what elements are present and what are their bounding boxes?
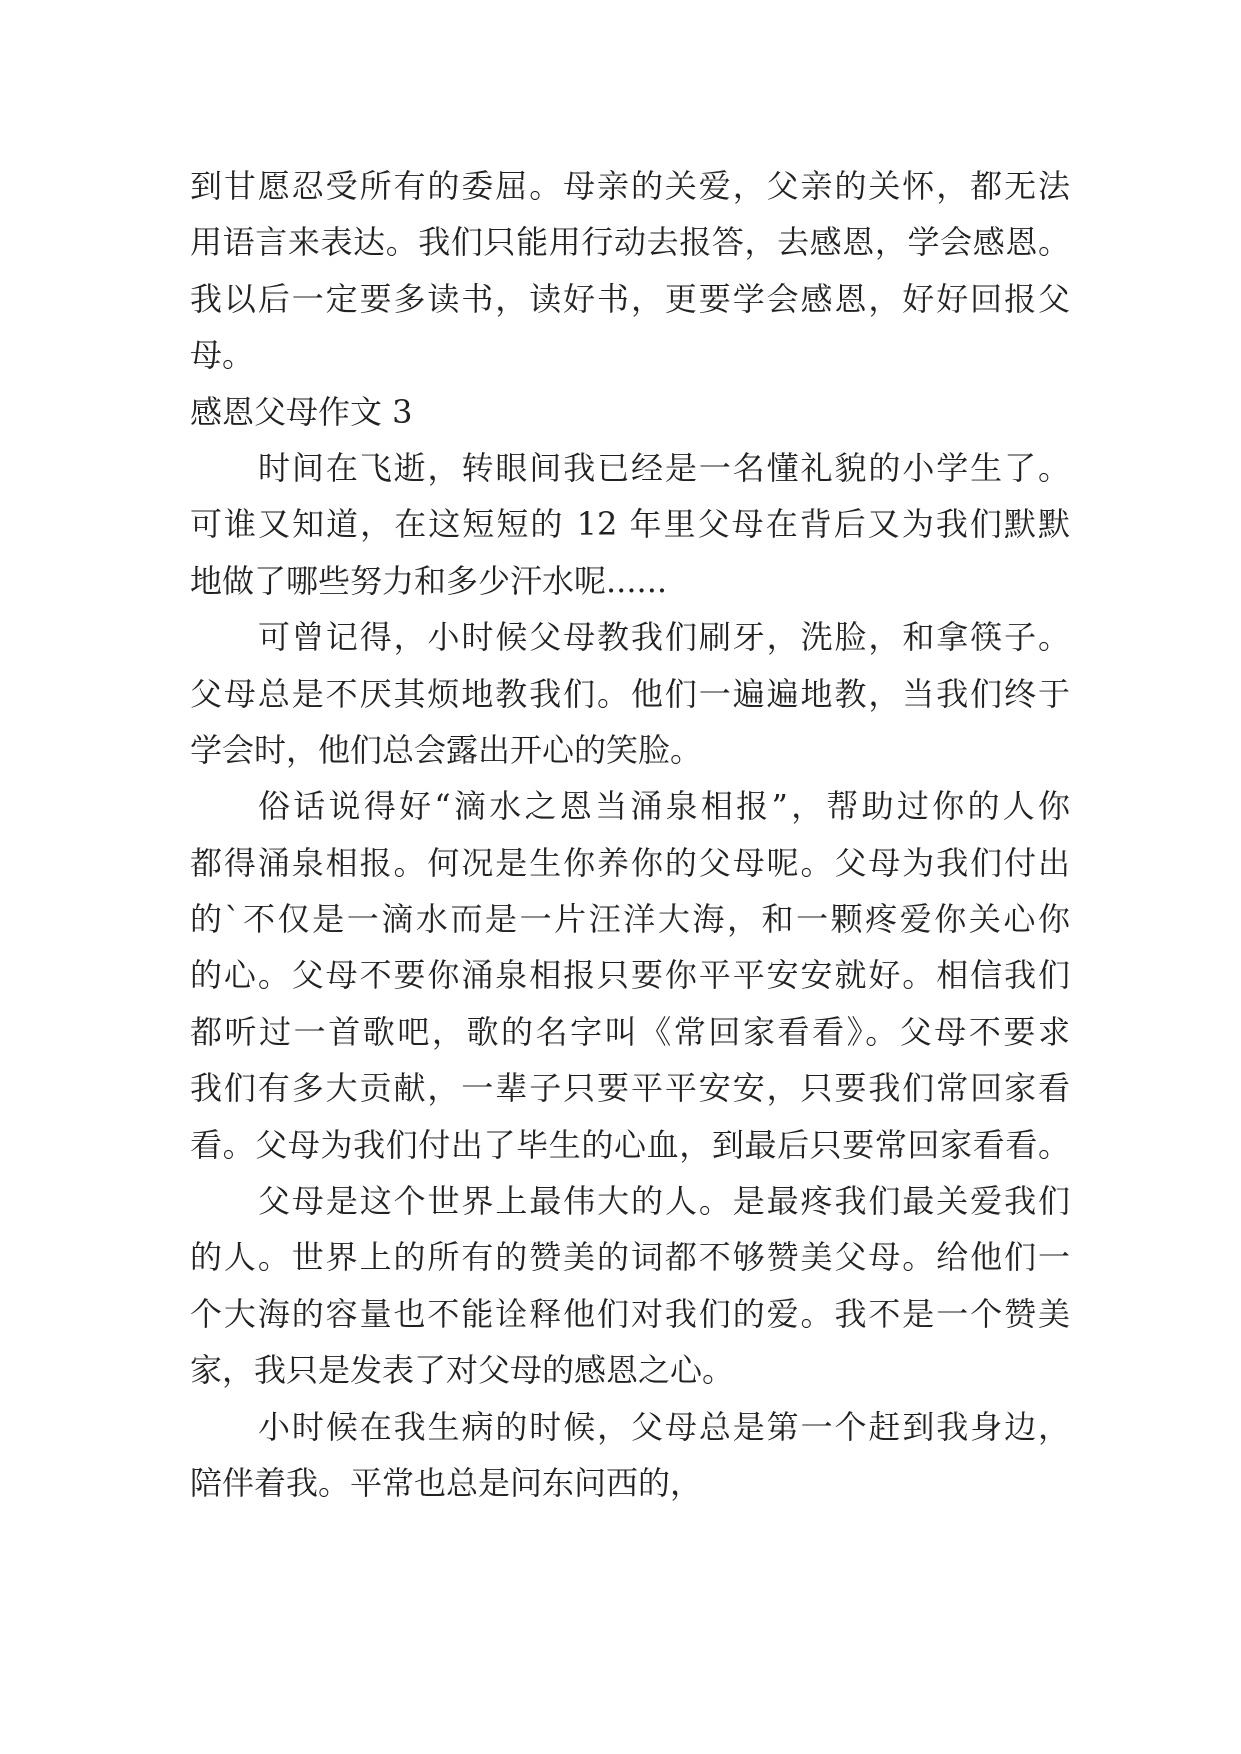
text-line: 都听过一首歌吧，歌的名字叫《常回家看看》。父母不要求 (190, 1012, 1070, 1051)
paragraph (190, 1399, 1070, 1512)
text-line: 家，我只是发表了对父母的感恩之心。 (190, 1351, 735, 1390)
text-line: 可曾记得，小时候父母教我们刷牙，洗脸，和拿筷子。 (258, 618, 1070, 657)
paragraph (190, 609, 1070, 778)
text-line: 个大海的容量也不能诠释他们对我们的爱。我不是一个赞美 (190, 1294, 1070, 1333)
text-line: 陪伴着我。平常也总是问东问西的， (190, 1463, 703, 1502)
text-line: 可谁又知道，在这短短的 12 年里父母在背后又为我们默默 (190, 505, 1070, 544)
text-line: 父母是这个世界上最伟大的人。是最疼我们最关爱我们 (258, 1182, 1070, 1221)
paragraph-continued (190, 158, 1070, 384)
text-line: 的`不仅是一滴水而是一片汪洋大海，和一颗疼爱你关心你 (190, 900, 1070, 939)
text-line: 都得涌泉相报。何况是生你养你的父母呢。父母为我们付出 (190, 843, 1070, 882)
text-line: 母。 (190, 336, 255, 375)
text-line: 时间在飞逝，转眼间我已经是一名懂礼貌的小学生了。 (258, 448, 1070, 487)
text-line: 看。父母为我们付出了毕生的心血，到最后只要常回家看看。 (190, 1125, 1070, 1164)
text-line: 我们有多大贡献，一辈子只要平平安安，只要我们常回家看 (190, 1069, 1070, 1108)
text-line: 父母总是不厌其烦地教我们。他们一遍遍地教，当我们终于 (190, 674, 1070, 713)
paragraph (190, 440, 1070, 609)
section-title: 感恩父母作文 3 (190, 392, 413, 431)
text-line: 地做了哪些努力和多少汗水呢...... (190, 561, 668, 600)
paragraph (190, 778, 1070, 1173)
text-line: 俗话说得好“滴水之恩当涌泉相报”，帮助过你的人你 (258, 787, 1070, 826)
text-line: 学会时，他们总会露出开心的笑脸。 (190, 730, 703, 769)
text-line: 的人。世界上的所有的赞美的词都不够赞美父母。给他们一 (190, 1238, 1070, 1277)
text-line: 我以后一定要多读书，读好书，更要学会感恩，好好回报父 (190, 279, 1070, 318)
text-line: 到甘愿忍受所有的委屈。母亲的关爱，父亲的关怀，都无法 (190, 167, 1070, 205)
paragraph (190, 1173, 1070, 1399)
document-body (190, 158, 1070, 1511)
text-line: 的心。父母不要你涌泉相报只要你平平安安就好。相信我们 (190, 956, 1070, 995)
text-line: 小时候在我生病的时候，父母总是第一个赶到我身边， (258, 1407, 1070, 1446)
text-line: 用语言来表达。我们只能用行动去报答，去感恩，学会感恩。 (190, 223, 1070, 262)
